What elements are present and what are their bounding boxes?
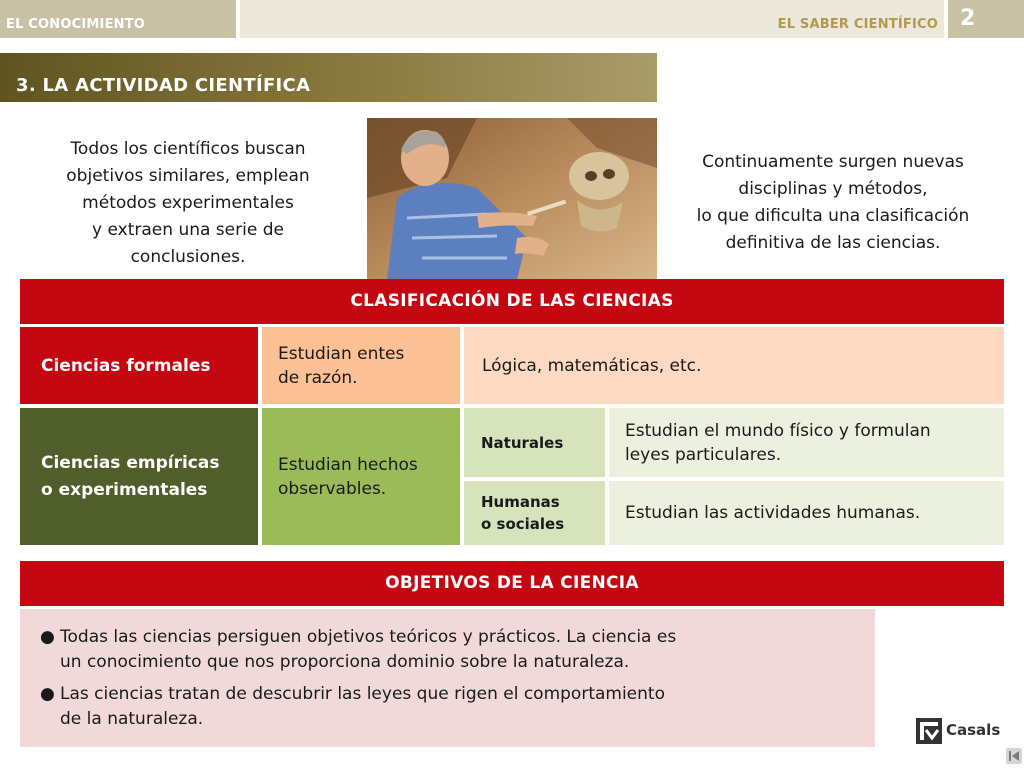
first-page-icon [1006,748,1022,764]
first-page-button[interactable] [1006,748,1022,764]
classification-header: CLASIFICACIÓN DE LAS CIENCIAS [20,279,1004,324]
formal-sciences-examples: Lógica, matemáticas, etc. [464,327,1004,404]
chapter-label: EL CONOCIMIENTO [6,17,146,32]
natural-description-line: leyes particulares. [625,444,782,465]
empirical-description-line: Estudian hechos [278,454,418,475]
objectives-header: OBJETIVOS DE LA CIENCIA [20,561,1004,606]
section-title-bar [0,53,657,102]
empirical-description-line: observables. [278,478,387,499]
intro-left-line: conclusiones. [130,247,246,267]
empirical-name-line: o experimentales [41,479,208,500]
objective-line: Todas las ciencias persiguen objetivos teóricos y prácticos. La ciencia es [60,627,677,647]
casals-logo-icon [916,718,942,744]
intro-right-line: Continuamente surgen nuevas [702,152,964,172]
intro-left-line: y extraen una serie de [92,220,284,240]
formal-sciences-description [262,327,460,404]
casals-logo [916,718,1000,746]
intro-left-line: métodos experimentales [82,193,294,213]
section-title: 3. LA ACTIVIDAD CIENTÍFICA [16,75,311,96]
intro-right-text [668,149,998,257]
human-sciences-description: Estudian las actividades humanas. [609,481,1004,545]
objective-line: Las ciencias tratan de descubrir las leyes que rigen el comportamiento [60,684,665,704]
intro-right-line: definitiva de las ciencias. [725,233,941,253]
bullet-icon: ● [40,684,55,704]
empirical-sciences-description [262,408,460,545]
intro-left-line: objetivos similares, emplean [66,166,310,186]
intro-left-line: Todos los científicos buscan [70,139,306,159]
human-name-line: o sociales [481,515,565,533]
formal-description-line: Estudian entes [278,343,405,364]
page-number-box [948,0,1024,38]
scientist-photo [367,118,657,280]
page-number: 2 [960,6,976,31]
empirical-name-line: Ciencias empíricas [41,452,220,473]
objectives-list [40,625,875,732]
top-divider [236,0,240,38]
list-item [40,682,740,732]
intro-right-line: disciplinas y métodos, [738,179,928,199]
brand-name: Casals [946,721,1001,739]
formal-sciences-label: Ciencias formales [20,327,258,404]
list-item [40,625,740,675]
natural-description-line: Estudian el mundo físico y formulan [625,420,931,441]
natural-sciences-description [609,408,1004,477]
objective-line: de la naturaleza. [60,709,204,729]
bullet-icon: ● [40,627,55,647]
empirical-sciences-label [20,408,258,545]
formal-description-line: de razón. [278,367,358,388]
natural-sciences-label: Naturales [464,408,605,477]
intro-left-text [28,136,348,271]
intro-right-line: lo que dificulta una clasificación [696,206,970,226]
human-name-line: Humanas [481,493,560,511]
human-sciences-label [464,481,605,545]
unit-label: EL SABER CIENTÍFICO [777,17,938,32]
objective-line: un conocimiento que nos proporciona dominio sobre la naturaleza. [60,652,630,672]
objectives-box [20,609,875,747]
chapter-tab [0,0,236,38]
